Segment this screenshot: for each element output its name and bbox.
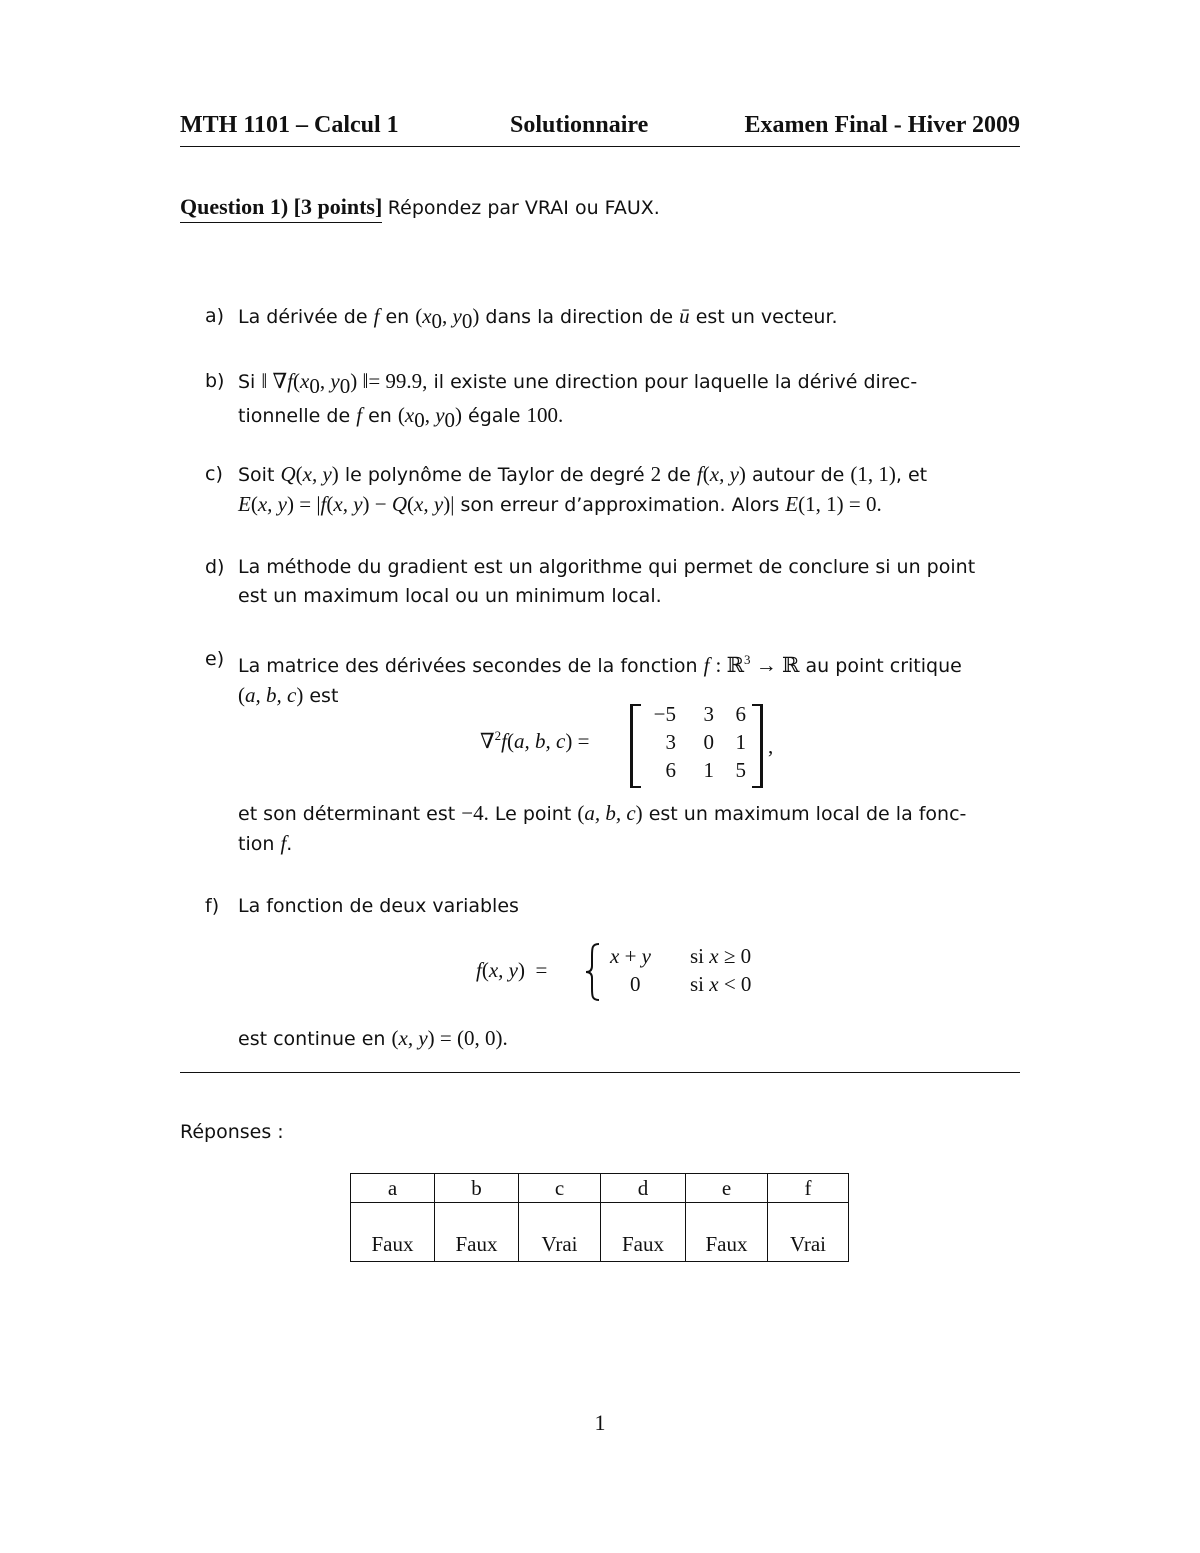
item-c: [205, 460, 1025, 520]
table-header-cell: e: [686, 1174, 768, 1203]
matrix-cell: 6: [735, 702, 746, 726]
matrix-cell: 1: [703, 758, 714, 782]
item-label: e): [205, 648, 225, 670]
matrix-cell: 3: [703, 702, 714, 726]
table-answer-cell: Faux: [601, 1203, 686, 1262]
matrix-cell: 6: [665, 758, 676, 782]
piecewise-cond1: si x ≥ 0: [690, 944, 752, 968]
piecewise-cond2: si x < 0: [690, 972, 752, 996]
question-instruction: Répondez par VRAI ou FAUX.: [387, 197, 660, 219]
matrix-comma: ,: [768, 734, 774, 758]
item-e: [205, 645, 1025, 705]
table-header-cell: f: [768, 1174, 849, 1203]
item-text: Soit Q(x, y) le polynôme de Taylor de degré 2 de f(x, y) autour de (1, 1), et E(x, y) = |f(x, y) − Q(x, y)| son erreur d’approximation. Alors E(1, 1) = 0.: [238, 462, 928, 516]
table-header-cell: c: [519, 1174, 601, 1203]
question-title: Question 1) [3 points]: [180, 194, 382, 223]
item-label: f): [205, 895, 220, 917]
piecewise-lhs: f(x, y) =: [476, 958, 548, 982]
item-label: c): [205, 463, 223, 485]
item-text: et son déterminant est −4. Le point (a, b, c) est un maximum local de la fonc- tion f.: [238, 801, 967, 855]
table-header-row: [351, 1174, 849, 1203]
matrix-cell: 0: [703, 730, 714, 754]
hessian-matrix: [480, 700, 780, 788]
table-header-cell: d: [601, 1174, 686, 1203]
matrix-cell: −5: [653, 702, 676, 726]
item-label: a): [205, 305, 225, 327]
piecewise-case1: x + y: [610, 944, 651, 968]
question-heading: [180, 194, 660, 220]
item-d-line2: est un maximum local ou un minimum local.: [238, 585, 662, 607]
left-brace-icon: [584, 942, 602, 1002]
item-label: b): [205, 370, 225, 392]
answers-label: Réponses :: [180, 1121, 284, 1143]
table-answer-cell: Faux: [686, 1203, 768, 1262]
item-text: La matrice des dérivées secondes de la fonction f : ℝ$^3$ → ℝ au point critique (a, b, c) est: [238, 652, 962, 707]
table-answer-cell: Faux: [435, 1203, 519, 1262]
item-text: est continue en (x, y) = (0, 0).: [238, 1026, 508, 1050]
table-answer-cell: Vrai: [768, 1203, 849, 1262]
item-text: Si ‖ $\nabla f(x_0$, $y_0$) ‖= 99.9, il existe une direction pour laquelle la dérivé direc- tionnelle de f en ($x_0$, $y_0$) égale 100.: [238, 369, 918, 432]
item-text: La dérivée de f en ($x_0$, $y_0$) dans la direction de ū est un vecteur.: [238, 304, 838, 333]
table-header-cell: b: [435, 1174, 519, 1203]
item-text: La fonction de deux variables: [238, 895, 519, 917]
item-a: [205, 302, 1025, 332]
course-title: MTH 1101 – Calcul 1: [180, 112, 399, 138]
matrix-right-bracket: [752, 704, 763, 788]
page-number: 1: [594, 1410, 606, 1435]
piecewise-function: [476, 940, 796, 1004]
item-e-continued: [205, 799, 1025, 859]
item-f: [205, 892, 1025, 922]
table-header-cell: a: [351, 1174, 435, 1203]
piecewise-case2: 0: [630, 972, 641, 996]
item-d-line1: La méthode du gradient est un algorithme qui permet de conclure si un point: [238, 556, 976, 578]
item-label: d): [205, 556, 225, 578]
matrix-cell: 5: [735, 758, 746, 782]
item-d: [205, 553, 1025, 613]
exam-title: Examen Final - Hiver 2009: [744, 112, 1020, 138]
item-text: [238, 553, 1023, 611]
matrix-cell: 3: [665, 730, 676, 754]
matrix-cell: 1: [735, 730, 746, 754]
answers-table: [350, 1173, 849, 1262]
doc-type: Solutionnaire: [510, 112, 649, 138]
item-b: [205, 367, 1025, 432]
table-answer-cell: Vrai: [519, 1203, 601, 1262]
page-header: [180, 110, 1020, 147]
item-f-continued: [205, 1024, 1025, 1054]
horizontal-rule: [180, 1072, 1020, 1073]
matrix-left-bracket: [630, 704, 641, 788]
table-answer-row: [351, 1203, 849, 1262]
table-answer-cell: Faux: [351, 1203, 435, 1262]
matrix-lhs: ∇$^2$f(a, b, c) =: [480, 728, 590, 753]
